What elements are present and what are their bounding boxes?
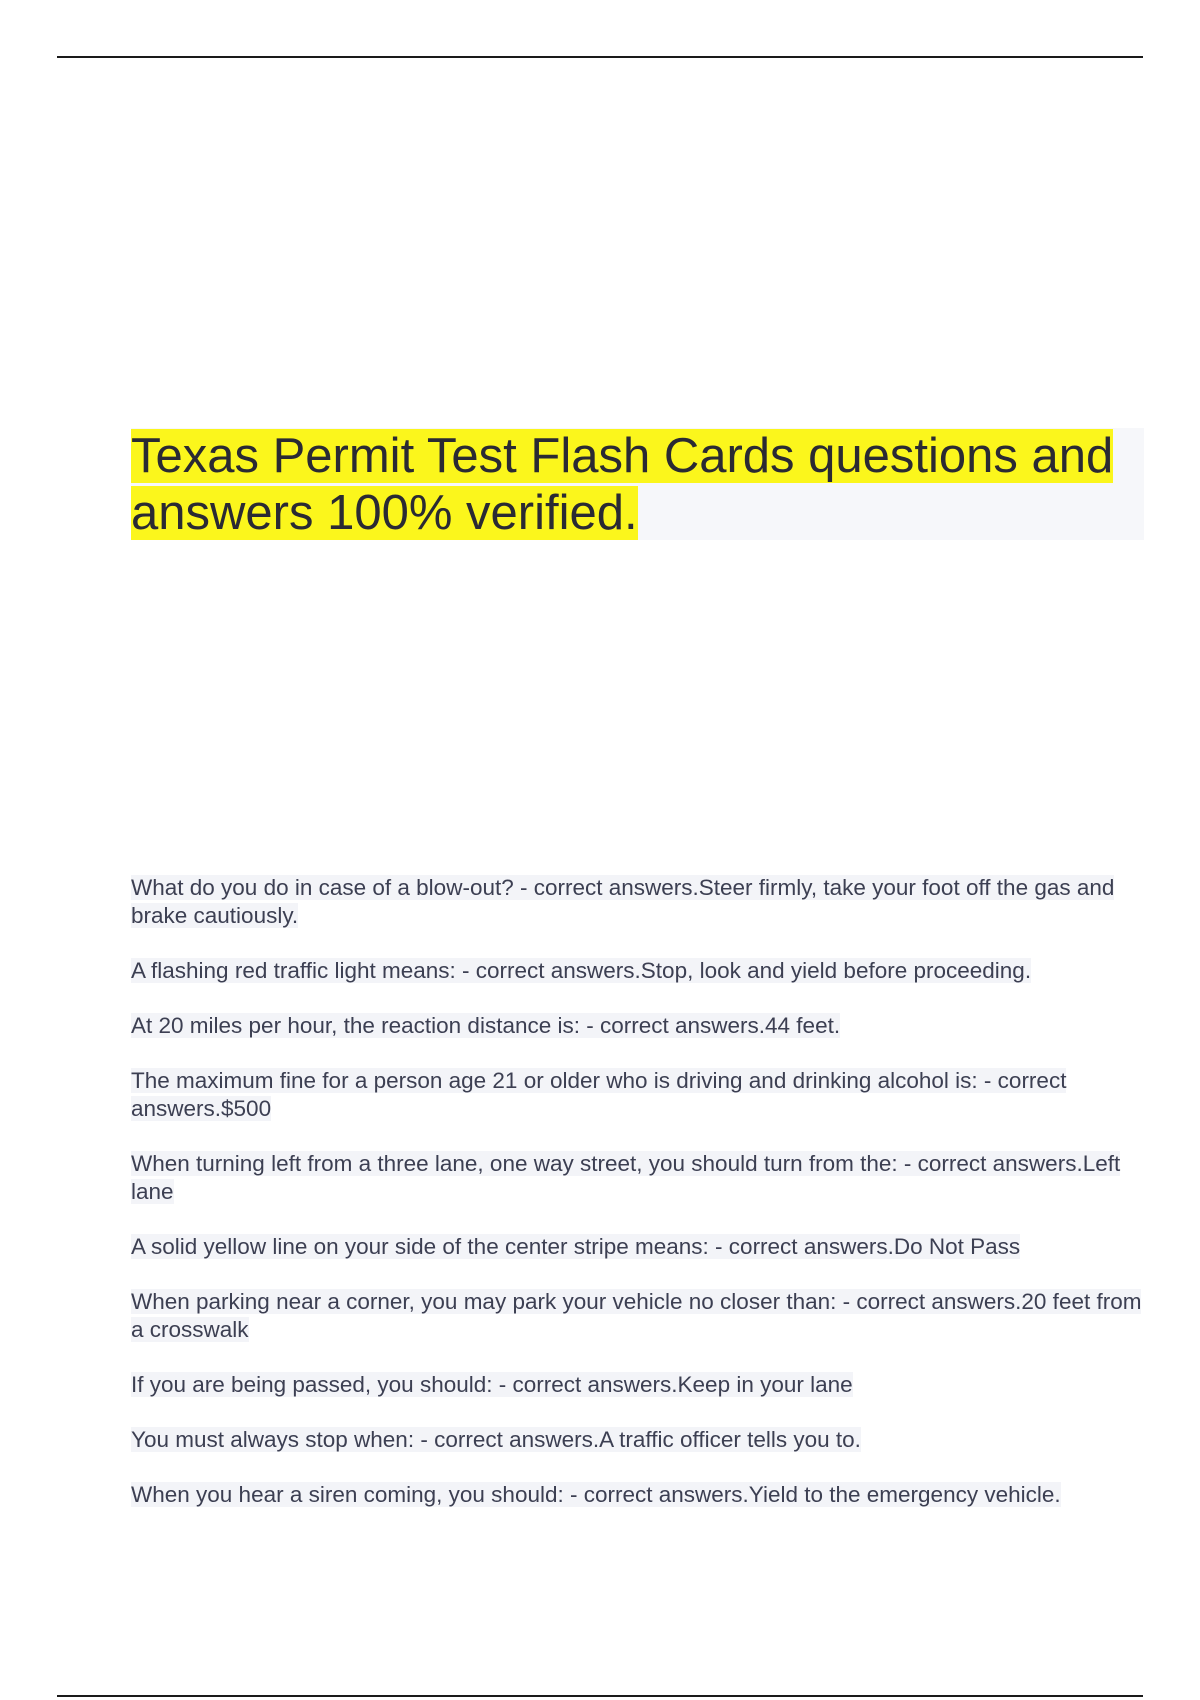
qa-item [131, 1426, 1146, 1454]
qa-item-text: A solid yellow line on your side of the center stripe means: - correct answers.Do Not Pass [131, 1234, 1021, 1259]
qa-item-text: When turning left from a three lane, one way street, you should turn from the: - correct answers.Left lane [131, 1151, 1121, 1204]
qa-item [131, 1067, 1146, 1123]
document-title-text: Texas Permit Test Flash Cards questions and answers 100% verified. [131, 429, 1114, 540]
qa-item-text: The maximum fine for a person age 21 or older who is driving and drinking alcohol is: - correct answers.$500 [131, 1068, 1067, 1121]
qa-item [131, 1150, 1146, 1206]
qa-item [131, 957, 1146, 985]
top-rule [57, 56, 1143, 58]
qa-item-text: If you are being passed, you should: - correct answers.Keep in your lane [131, 1372, 853, 1397]
title-block [131, 428, 1144, 540]
qa-item [131, 1233, 1146, 1261]
qa-item-text: At 20 miles per hour, the reaction distance is: - correct answers.44 feet. [131, 1013, 841, 1038]
qa-item-text: When you hear a siren coming, you should: - correct answers.Yield to the emergency vehicle. [131, 1482, 1061, 1507]
qa-item-text: A flashing red traffic light means: - correct answers.Stop, look and yield before proceeding. [131, 958, 1032, 983]
qa-item [131, 1371, 1146, 1399]
document-title [131, 428, 1144, 542]
qa-item [131, 1288, 1146, 1344]
qa-item [131, 1481, 1146, 1509]
qa-item [131, 874, 1146, 930]
qa-list [131, 874, 1146, 1536]
qa-item-text: When parking near a corner, you may park your vehicle no closer than: - correct answers.20 feet from a crosswalk [131, 1289, 1142, 1342]
qa-item-text: What do you do in case of a blow-out? - correct answers.Steer firmly, take your foot off the gas and brake cautiously. [131, 875, 1115, 928]
qa-item-text: You must always stop when: - correct answers.A traffic officer tells you to. [131, 1427, 861, 1452]
bottom-rule [57, 1695, 1143, 1697]
qa-item [131, 1012, 1146, 1040]
